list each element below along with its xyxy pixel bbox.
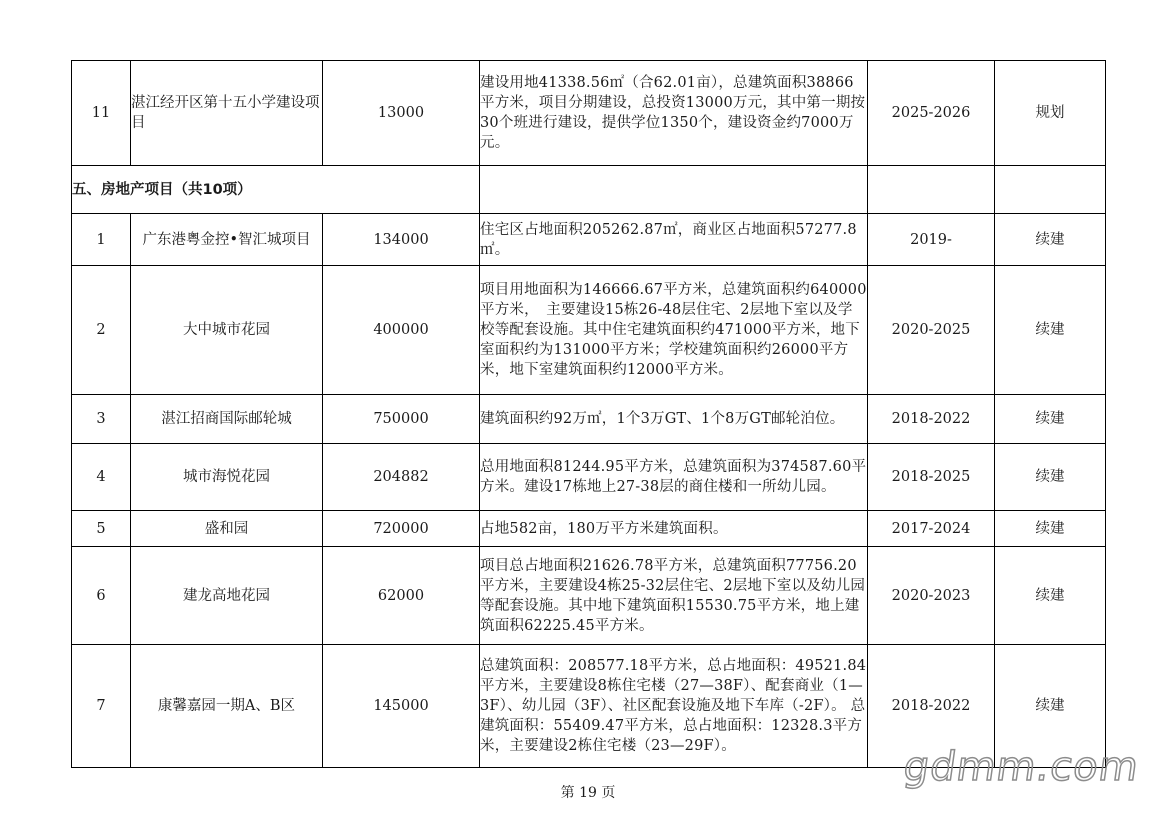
- project-content: 住宅区占地面积205262.87㎡，商业区占地面积57277.8㎡。: [480, 214, 868, 266]
- project-status: 续建: [995, 395, 1106, 444]
- project-content: 项目用地面积为146666.67平方米，总建筑面积约640000平方米， 主要建设15栋26-48层住宅、2层地下室以及学校等配套设施。其中住宅建筑面积约471000平方米，地下室面积约为131000平方米；学校建筑面积约26000平方米，地下室建筑面积约12000平方米。: [480, 266, 868, 395]
- construction-period: 2017-2024: [868, 511, 995, 547]
- construction-period: 2018-2022: [868, 395, 995, 444]
- empty-cell: [480, 166, 868, 214]
- table-row: [72, 61, 1106, 166]
- project-status: 续建: [995, 266, 1106, 395]
- construction-period: 2025-2026: [868, 61, 995, 166]
- row-number: 7: [72, 645, 131, 768]
- section-row: [72, 166, 1106, 214]
- section-title: 五、房地产项目（共10项）: [72, 166, 480, 214]
- investment: 134000: [323, 214, 480, 266]
- table-row: [72, 444, 1106, 511]
- project-name: 湛江经开区第十五小学建设项目: [131, 61, 323, 166]
- construction-period: 2018-2025: [868, 444, 995, 511]
- project-table: [71, 60, 1106, 768]
- investment: 145000: [323, 645, 480, 768]
- row-number: 4: [72, 444, 131, 511]
- table-row: [72, 266, 1106, 395]
- row-number: 3: [72, 395, 131, 444]
- investment: 400000: [323, 266, 480, 395]
- investment: 62000: [323, 547, 480, 645]
- project-status: 规划: [995, 61, 1106, 166]
- investment: 204882: [323, 444, 480, 511]
- project-name: 城市海悦花园: [131, 444, 323, 511]
- page-number: 第 19 页: [560, 785, 616, 801]
- project-status: 续建: [995, 645, 1106, 768]
- row-number: 2: [72, 266, 131, 395]
- investment: 750000: [323, 395, 480, 444]
- row-number: 5: [72, 511, 131, 547]
- project-name: 盛和园: [131, 511, 323, 547]
- empty-cell: [995, 166, 1106, 214]
- project-name: 湛江招商国际邮轮城: [131, 395, 323, 444]
- investment: 13000: [323, 61, 480, 166]
- project-status: 续建: [995, 214, 1106, 266]
- project-status: 续建: [995, 444, 1106, 511]
- row-number: 1: [72, 214, 131, 266]
- table-row: [72, 395, 1106, 444]
- project-name: 康馨嘉园一期A、B区: [131, 645, 323, 768]
- construction-period: 2018-2022: [868, 645, 995, 768]
- project-content: 总建筑面积：208577.18平方米，总占地面积：49521.84平方米，主要建设8栋住宅楼（27—38F）、配套商业（1—3F）、幼儿园（3F）、社区配套设施及地下车库（-2F）。 总建筑面积：55409.47平方米，总占地面积：12328.3平方米，主要建设2栋住宅楼（23—29F）。: [480, 645, 868, 768]
- construction-period: 2019-: [868, 214, 995, 266]
- watermark: gdmm.com: [900, 744, 1143, 790]
- project-content: 总用地面积81244.95平方米，总建筑面积为374587.60平方米。建设17栋地上27-38层的商住楼和一所幼儿园。: [480, 444, 868, 511]
- construction-period: 2020-2023: [868, 547, 995, 645]
- empty-cell: [868, 166, 995, 214]
- project-content: 项目总占地面积21626.78平方米，总建筑面积77756.20平方米，主要建设4栋25-32层住宅、2层地下室以及幼儿园等配套设施。其中地下建筑面积15530.75平方米，地上建筑面积62225.45平方米。: [480, 547, 868, 645]
- project-content: 建设用地41338.56㎡（合62.01亩），总建筑面积38866平方米，项目分期建设，总投资13000万元，其中第一期按30个班进行建设，提供学位1350个，建设资金约7000万元。: [480, 61, 868, 166]
- row-number: 11: [72, 61, 131, 166]
- row-number: 6: [72, 547, 131, 645]
- project-name: 广东港粤金控•智汇城项目: [131, 214, 323, 266]
- investment: 720000: [323, 511, 480, 547]
- project-name: 大中城市花园: [131, 266, 323, 395]
- table-row: [72, 511, 1106, 547]
- project-status: 续建: [995, 511, 1106, 547]
- project-status: 续建: [995, 547, 1106, 645]
- table-row: [72, 547, 1106, 645]
- project-content: 建筑面积约92万㎡，1个3万GT、1个8万GT邮轮泊位。: [480, 395, 868, 444]
- construction-period: 2020-2025: [868, 266, 995, 395]
- project-content: 占地582亩，180万平方米建筑面积。: [480, 511, 868, 547]
- table-row: [72, 214, 1106, 266]
- project-name: 建龙高地花园: [131, 547, 323, 645]
